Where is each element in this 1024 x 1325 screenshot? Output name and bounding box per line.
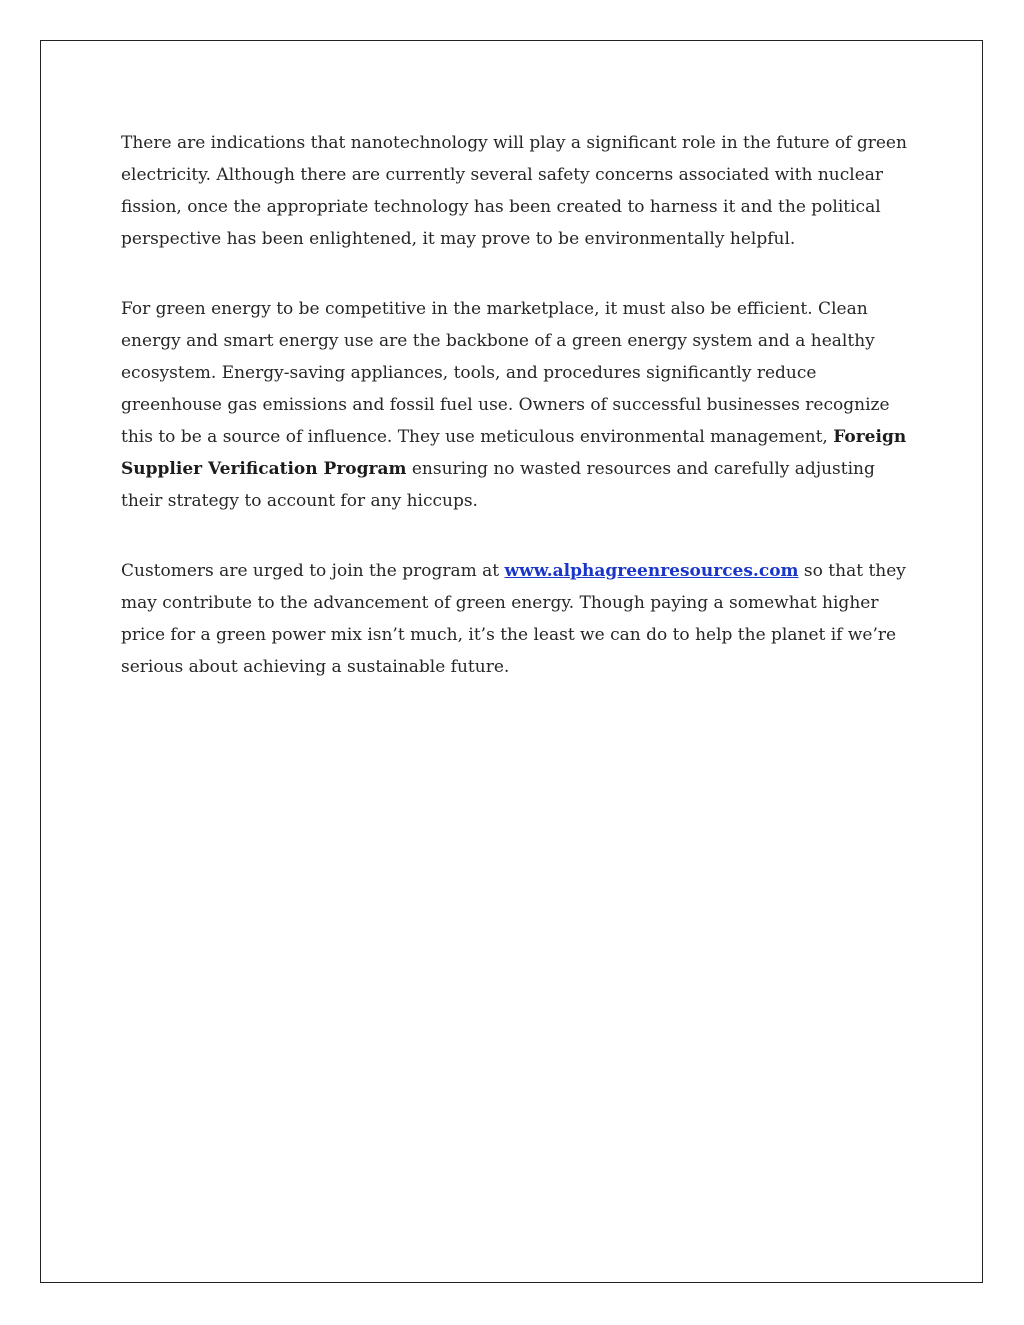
paragraph-text: Customers are urged to join the program at	[121, 561, 505, 581]
paragraph-green-energy-efficiency	[121, 293, 921, 517]
document-body	[121, 127, 921, 721]
paragraph-text: For green energy to be competitive in the marketplace, it must also be efficient. Clean energy and smart energy use are the backbone of a green energy system and a healthy ecosystem. Energy-saving appliances, tools, and procedures significantly reduce greenhouse gas emissions and fossil fuel use. Owners of successful businesses recognize this to be a source of influence. They use meticulous environmental management,	[121, 299, 890, 447]
paragraph-text: ensuring no wasted resources and carefully adjusting their strategy to account for any hiccups.	[121, 459, 875, 511]
bold-term-fsvp: Foreign Supplier Verification Program	[121, 427, 907, 479]
paragraph-text: so that they may contribute to the advancement of green energy. Though paying a somewhat higher price for a green power mix isn’t much, it’s the least we can do to help the planet if we’re serious about achieving a sustainable future.	[121, 561, 906, 677]
paragraph-customers	[121, 555, 921, 683]
page-frame	[40, 40, 983, 1283]
paragraph-nanotechnology	[121, 127, 921, 255]
paragraph-text: There are indications that nanotechnology will play a significant role in the future of green electricity. Although there are currently several safety concerns associated with nuclear fission, once the appropriate technology has been created to harness it and the political perspective has been enlightened, it may prove to be environmentally helpful.	[121, 133, 907, 249]
website-link[interactable]: www.alphagreenresources.com	[504, 561, 799, 581]
